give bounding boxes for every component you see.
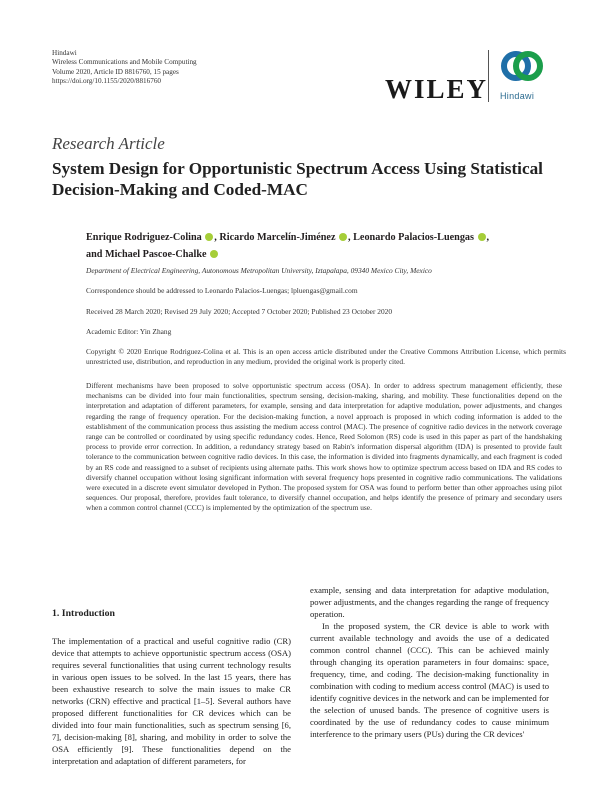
author-separator: , (486, 232, 490, 243)
correspondence: Correspondence should be addressed to Leonardo Palacios-Luengas; lpluengas@gmail.com (86, 286, 358, 295)
copyright-notice: Copyright © 2020 Enrique Rodriguez-Colina et al. This is an open access article distributed under the Creative Commons Attribution License, which permits unrestricted use, distribution, and reproduction in any medium, provided the original work is properly cited. (86, 347, 566, 366)
orcid-icon[interactable] (478, 233, 486, 241)
section-heading: 1. Introduction (52, 608, 115, 619)
author-name: , Ricardo Marcelín-Jiménez (214, 232, 336, 243)
article-type: Research Article (52, 134, 165, 153)
author-name: Enrique Rodriguez-Colina (86, 232, 202, 243)
author-name: , Leonardo Palacios-Luengas (348, 232, 474, 243)
publication-dates: Received 28 March 2020; Revised 29 July 2020; Accepted 7 October 2020; Published 23 October 2020 (86, 307, 393, 316)
journal-info (52, 49, 197, 86)
author-list (86, 229, 566, 263)
wiley-logo: WILEY (385, 74, 489, 104)
paper-title: System Design for Opportunistic Spectrum Access Using Statistical Decision-Making and Coded-MAC (52, 159, 543, 199)
affiliation: Department of Electrical Engineering, Autonomous Metropolitan University, Iztapalapa, 09340 Mexico City, Mexico (86, 266, 432, 275)
academic-editor: Academic Editor: Yin Zhang (86, 327, 172, 336)
body-paragraph: The implementation of a practical and useful cognitive radio (CR) device that attempts to achieve opportunistic spectrum access (OSA) requires several functionalities that using current technology results in various open issues to be solved. In the last 15 years, there has been exhaustive research to solve the main issues to make CR networks (CRN) effective and practical [1–5]. Several authors have proposed different functionalities for CR devices which can be divided into four main functionalities, such as spectrum sensing [6, 7], decision-making [8], sharing, and mobility in order to solve the OSA efficiently [9]. These functionalities depend on the interpretation and adaptation of different parameters, for (52, 636, 291, 766)
left-column (52, 608, 291, 767)
volume-line: Volume 2020, Article ID 8816760, 15 pages (52, 67, 179, 76)
orcid-icon[interactable] (205, 233, 213, 241)
right-column (310, 584, 549, 740)
orcid-icon[interactable] (339, 233, 347, 241)
logo-divider (488, 50, 489, 102)
abstract: Different mechanisms have been proposed to solve opportunistic spectrum access (OSA). In order to address spectrum management efficiently, these mechanisms can be divided into four main functionalities, spectrum sensing, decision-making, sharing, and mobility. These functionalities depend on the interpretation and adaptation of different parameters, for example, sensing and data interpretation for adaptive modulation, power adjustments, and changes regarding the range of frequency operation. For the decision-making function, a novel approach is proposed in which coding information is added to the establishment of the communication process thus assisting the medium access control (MAC). The presence of cognitive radio devices in the network coverage range can be controlled or coordinated by using specific redundancy codes. Hence, Reed Solomon (RS) code is used in this paper as part of the handshaking process to provide error correction. In addition, a redundancy strategy based on Rabin's information dispersal algorithm (IDA) is presented to provide fault tolerance to the communication between cognitive radio devices. In this case, the information is divided into fragments dynamically, and each fragment is coded by an RS code and reassigned to a subset of recipients using alternate paths. This work shows how to optimize spectrum access based on IDA and RS codes to diversify channel occupation without losing significant information with several frequency hops presented in cognitive radio communications. The validations were executed in a discrete event simulator developed in Python. The proposed system for OSA was found to perform better than other approaches using pilot sequences. Our proposal, therefore, provides fault tolerance, to diversify channel occupation, and helps identify the presence of primary and secondary users when a common control channel (CCC) is implemented by the optimization of the spectrum use. (86, 381, 562, 513)
hindawi-wordmark: Hindawi (500, 91, 535, 101)
hindawi-logo-icon (494, 46, 550, 90)
publisher-name: Hindawi (52, 49, 77, 57)
doi-link[interactable]: https://doi.org/10.1155/2020/8816760 (52, 76, 162, 85)
orcid-icon[interactable] (210, 250, 218, 258)
body-paragraph: In the proposed system, the CR device is able to work with current available technology and avoids the use of a dedicated common control channel (CCC). This can be achieved mainly through changing its operation parameters in four domains: space, frequency, time, and coding. The decision-making functionality in combination with coding to medium access control (MAC) is used to identify cognitive devices in the network and can be implemented for the selection of unused bands. The presence of cognitive users is coordinated by the use of redundancy codes to cause minimum interference to the primary users (PUs) during the CR devices' (310, 621, 549, 739)
journal-name: Wireless Communications and Mobile Computing (52, 58, 197, 67)
author-name: and Michael Pascoe-Chalke (86, 249, 207, 260)
body-paragraph: example, sensing and data interpretation for adaptive modulation, power adjustments, and the changes regarding the range of frequency operation. (310, 585, 549, 619)
